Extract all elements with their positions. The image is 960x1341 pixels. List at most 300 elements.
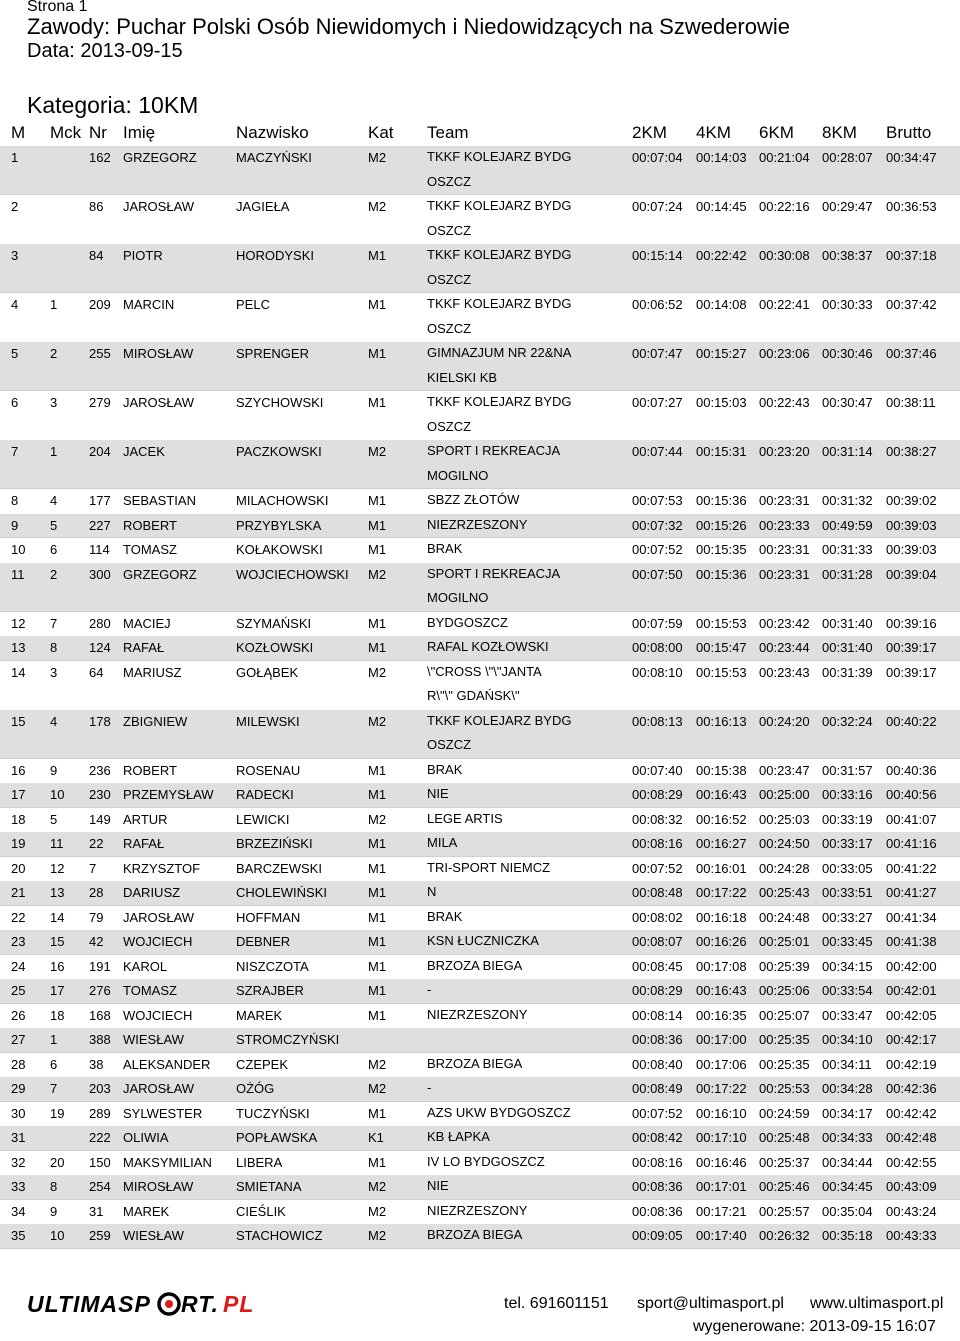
team-line: AZS UKW BYDGOSZCZ: [427, 1104, 571, 1120]
cell-split-8km: 00:34:28: [822, 1081, 873, 1096]
cell-first-name: ROBERT: [123, 762, 177, 778]
cell-first-name: KRZYSZTOF: [123, 860, 201, 876]
cell-gross-time: 00:38:11: [886, 395, 936, 410]
cell-split-4km: 00:15:26: [696, 517, 747, 533]
cell-team: [427, 194, 602, 243]
cell-team: [427, 1223, 602, 1248]
cell-category: M1: [368, 836, 387, 851]
cell-place: 26: [11, 1007, 26, 1023]
cell-bib-number: 22: [89, 836, 104, 851]
cell-gross-time: 00:39:03: [886, 542, 937, 557]
cell-place: 2: [11, 199, 19, 214]
cell-first-name: ALEKSANDER: [123, 1056, 211, 1072]
cell-place: 4: [11, 297, 19, 312]
cell-split-8km: 00:31:40: [822, 615, 873, 631]
page-number: Strona 1: [27, 0, 88, 15]
cell-category: M1: [368, 958, 387, 974]
cell-first-name: WOJCIECH: [123, 934, 193, 949]
col-header-8km: 8KM: [822, 123, 857, 142]
cell-split-6km: 00:25:01: [759, 934, 810, 949]
table-row: [0, 244, 960, 293]
cell-gross-time: 00:41:16: [886, 836, 937, 851]
cell-category-place: 19: [50, 1105, 65, 1121]
cell-gross-time: 00:43:09: [886, 1179, 937, 1194]
cell-first-name: MAREK: [123, 1203, 170, 1219]
col-header-mck: Mck: [50, 123, 82, 142]
col-header-6km: 6KM: [759, 123, 794, 142]
cell-split-2km: 00:15:14: [632, 248, 683, 263]
table-row: [0, 1102, 960, 1127]
cell-split-4km: 00:15:36: [696, 566, 747, 582]
cell-split-2km: 00:09:05: [632, 1228, 683, 1243]
team-line: BRAK: [427, 541, 463, 556]
table-row: [0, 636, 960, 661]
cell-bib-number: 162: [89, 150, 111, 165]
cell-last-name: MACZYŃSKI: [236, 150, 312, 165]
cell-category: M1: [368, 860, 387, 876]
cell-last-name: STROMCZYŃSKI: [236, 1032, 340, 1047]
cell-category-place: 7: [50, 1081, 58, 1096]
cell-split-6km: 00:25:57: [759, 1203, 810, 1219]
cell-split-6km: 00:24:59: [759, 1105, 810, 1121]
cell-category-place: 4: [50, 713, 58, 729]
cell-category: M2: [368, 1081, 387, 1096]
cell-split-2km: 00:08:02: [632, 909, 683, 925]
cell-split-8km: 00:34:17: [822, 1105, 873, 1121]
team-line: MOGILNO: [427, 590, 489, 605]
cell-first-name: JAROSŁAW: [123, 909, 195, 925]
cell-split-8km: 00:31:39: [822, 664, 873, 680]
cell-team: [427, 905, 602, 930]
cell-split-8km: 00:34:45: [822, 1179, 873, 1194]
cell-last-name: CHOLEWIŃSKI: [236, 885, 328, 900]
cell-split-2km: 00:08:32: [632, 811, 683, 827]
cell-place: 31: [11, 1130, 26, 1145]
cell-split-4km: 00:14:03: [696, 150, 747, 165]
team-line: SPORT I REKREACJA: [427, 443, 561, 458]
cell-split-8km: 00:35:18: [822, 1228, 873, 1243]
cell-bib-number: 28: [89, 885, 104, 900]
cell-category: M2: [368, 811, 387, 827]
cell-place: 27: [11, 1032, 26, 1047]
cell-team: [427, 758, 602, 783]
table-row: [0, 538, 960, 563]
cell-gross-time: 00:39:17: [886, 640, 937, 655]
cell-first-name: ARTUR: [123, 811, 168, 827]
cell-first-name: MARIUSZ: [123, 664, 182, 680]
cell-team: [427, 709, 602, 758]
cell-team: [427, 145, 602, 194]
cell-split-2km: 00:08:45: [632, 958, 683, 974]
team-line: GIMNAZJUM NR 22&NA: [427, 345, 572, 360]
cell-team: [427, 660, 602, 709]
cell-team: [427, 807, 602, 832]
cell-split-4km: 00:17:06: [696, 1056, 747, 1072]
team-line: TKKF KOLEJARZ BYDG: [427, 149, 572, 164]
cell-split-6km: 00:23:47: [759, 762, 810, 778]
cell-split-2km: 00:08:07: [632, 934, 683, 949]
team-line: LEGE ARTIS: [427, 810, 503, 826]
cell-first-name: JAROSŁAW: [123, 1081, 195, 1096]
cell-bib-number: 86: [89, 199, 104, 214]
cell-first-name: MARCIN: [123, 297, 175, 312]
cell-place: 18: [11, 811, 26, 827]
cell-category: M1: [368, 983, 387, 998]
cell-bib-number: 177: [89, 493, 111, 508]
cell-place: 7: [11, 444, 19, 459]
cell-split-4km: 00:14:08: [696, 297, 747, 312]
cell-category: M2: [368, 713, 387, 729]
cell-gross-time: 00:41:07: [886, 811, 937, 827]
cell-last-name: WOJCIECHOWSKI: [236, 566, 349, 582]
team-line: TKKF KOLEJARZ BYDG: [427, 394, 572, 409]
cell-split-4km: 00:17:22: [696, 885, 747, 900]
cell-bib-number: 227: [89, 517, 111, 533]
table-row: [0, 440, 960, 489]
cell-split-6km: 00:25:43: [759, 885, 810, 900]
cell-bib-number: 236: [89, 762, 111, 778]
cell-category-place: 5: [50, 811, 58, 827]
cell-team: [427, 782, 602, 807]
cell-team: [427, 1174, 602, 1199]
cell-split-6km: 00:21:04: [759, 150, 810, 165]
cell-last-name: MILEWSKI: [236, 713, 300, 729]
cell-last-name: SPRENGER: [236, 346, 309, 361]
cell-category-place: 6: [50, 1056, 58, 1072]
cell-split-4km: 00:15:35: [696, 542, 747, 557]
cell-place: 35: [11, 1228, 26, 1243]
team-line: NIEZRZESZONY: [427, 1006, 528, 1022]
cell-category-place: 8: [50, 640, 58, 655]
cell-split-6km: 00:23:43: [759, 664, 810, 680]
cell-split-6km: 00:23:31: [759, 566, 810, 582]
cell-category-place: 2: [50, 566, 58, 582]
cell-split-2km: 00:07:27: [632, 395, 683, 410]
cell-gross-time: 00:39:17: [886, 664, 937, 680]
cell-category-place: 10: [50, 1228, 65, 1243]
cell-split-2km: 00:07:52: [632, 860, 683, 876]
cell-split-4km: 00:14:45: [696, 199, 747, 214]
cell-split-6km: 00:22:16: [759, 199, 810, 214]
cell-category: M1: [368, 762, 387, 778]
cell-gross-time: 00:41:22: [886, 860, 937, 876]
cell-split-8km: 00:33:19: [822, 811, 873, 827]
cell-split-2km: 00:06:52: [632, 297, 683, 312]
cell-place: 5: [11, 346, 19, 361]
cell-split-2km: 00:08:49: [632, 1081, 683, 1096]
cell-place: 34: [11, 1203, 26, 1219]
cell-place: 12: [11, 615, 26, 631]
cell-first-name: OLIWIA: [123, 1130, 169, 1145]
cell-last-name: BARCZEWSKI: [236, 860, 322, 876]
event-date: Data: 2013-09-15: [27, 40, 183, 62]
cell-split-4km: 00:15:53: [696, 615, 747, 631]
cell-split-4km: 00:16:10: [696, 1105, 747, 1121]
cell-split-6km: 00:23:33: [759, 517, 810, 533]
cell-split-4km: 00:16:43: [696, 787, 747, 802]
cell-place: 30: [11, 1105, 26, 1121]
cell-bib-number: 168: [89, 1007, 111, 1023]
cell-bib-number: 255: [89, 346, 111, 361]
cell-split-2km: 00:08:00: [632, 640, 683, 655]
cell-category: M1: [368, 934, 387, 949]
category-heading: Kategoria: 10KM: [27, 92, 199, 118]
cell-category-place: 17: [50, 983, 65, 998]
cell-category: M2: [368, 1203, 387, 1219]
cell-place: 3: [11, 248, 19, 263]
cell-team: [427, 1150, 602, 1175]
cell-category: M1: [368, 640, 387, 655]
cell-place: 25: [11, 983, 26, 998]
team-line: R\"\" GDAŃSK\": [427, 688, 520, 703]
cell-category: M1: [368, 248, 387, 263]
table-row: [0, 1224, 960, 1249]
cell-category: M1: [368, 885, 387, 900]
cell-split-2km: 00:08:40: [632, 1056, 683, 1072]
cell-bib-number: 259: [89, 1228, 111, 1243]
cell-split-8km: 00:33:17: [822, 836, 873, 851]
cell-split-4km: 00:17:22: [696, 1081, 747, 1096]
team-line: BRZOZA BIEGA: [427, 1227, 523, 1242]
cell-split-4km: 00:17:10: [696, 1130, 747, 1145]
cell-team: [427, 439, 602, 488]
cell-bib-number: 209: [89, 297, 111, 312]
cell-bib-number: 276: [89, 983, 111, 998]
cell-gross-time: 00:41:34: [886, 909, 937, 925]
cell-category: M2: [368, 566, 387, 582]
cell-split-4km: 00:16:18: [696, 909, 747, 925]
table-row: [0, 906, 960, 931]
cell-first-name: TOMASZ: [123, 983, 177, 998]
table-row: [0, 612, 960, 637]
cell-split-6km: 00:23:42: [759, 615, 810, 631]
cell-bib-number: 178: [89, 713, 111, 729]
team-line: -: [427, 982, 432, 997]
cell-category: M1: [368, 615, 387, 631]
results-table: [0, 146, 960, 1249]
cell-split-6km: 00:25:37: [759, 1154, 810, 1170]
footer-phone: tel. 691601151: [504, 1295, 609, 1312]
cell-split-8km: 00:33:05: [822, 860, 873, 876]
cell-last-name: HORODYSKI: [236, 248, 315, 263]
cell-category: M1: [368, 787, 387, 802]
cell-team: [427, 1052, 602, 1077]
cell-team: [427, 856, 602, 881]
cell-split-2km: 00:07:52: [632, 542, 683, 557]
table-row: [0, 342, 960, 391]
cell-bib-number: 64: [89, 664, 104, 680]
cell-split-8km: 00:38:37: [822, 248, 873, 263]
cell-category: M2: [368, 664, 387, 680]
cell-gross-time: 00:40:36: [886, 762, 937, 778]
cell-last-name: PELC: [236, 297, 270, 312]
cell-team: [427, 390, 602, 439]
cell-category: M1: [368, 909, 387, 925]
cell-category-place: 6: [50, 542, 58, 557]
cell-first-name: GRZEGORZ: [123, 150, 197, 165]
cell-last-name: POPŁAWSKA: [236, 1130, 318, 1145]
cell-split-4km: 00:16:26: [696, 934, 747, 949]
cell-last-name: TUCZYŃSKI: [236, 1105, 310, 1121]
cell-split-6km: 00:24:50: [759, 836, 810, 851]
cell-first-name: SEBASTIAN: [123, 493, 196, 508]
cell-category-place: 2: [50, 346, 58, 361]
cell-category-place: 9: [50, 1203, 58, 1219]
cell-bib-number: 7: [89, 860, 97, 876]
table-row: [0, 955, 960, 980]
cell-split-2km: 00:07:53: [632, 493, 683, 508]
cell-split-2km: 00:07:32: [632, 517, 683, 533]
cell-split-2km: 00:07:47: [632, 346, 683, 361]
cell-split-4km: 00:16:43: [696, 983, 747, 998]
cell-split-6km: 00:23:44: [759, 640, 810, 655]
cell-split-8km: 00:34:44: [822, 1154, 873, 1170]
team-line: NIEZRZESZONY: [427, 1202, 528, 1218]
cell-first-name: WIESŁAW: [123, 1032, 184, 1047]
cell-gross-time: 00:40:22: [886, 713, 937, 729]
cell-category: M1: [368, 297, 387, 312]
cell-first-name: ROBERT: [123, 517, 177, 533]
cell-split-8km: 00:31:33: [822, 542, 873, 557]
cell-gross-time: 00:39:02: [886, 493, 937, 508]
cell-split-6km: 00:25:35: [759, 1032, 810, 1047]
team-line: IV LO BYDGOSZCZ: [427, 1153, 545, 1169]
cell-split-8km: 00:31:40: [822, 640, 873, 655]
table-row: [0, 881, 960, 906]
cell-first-name: MAKSYMILIAN: [123, 1154, 212, 1170]
team-line: TKKF KOLEJARZ BYDG: [427, 198, 572, 213]
cell-place: 15: [11, 713, 26, 729]
cell-split-6km: 00:25:35: [759, 1056, 810, 1072]
cell-bib-number: 280: [89, 615, 111, 631]
cell-place: 28: [11, 1056, 26, 1072]
cell-team: [427, 929, 602, 954]
cell-place: 6: [11, 395, 19, 410]
cell-category-place: 9: [50, 762, 58, 778]
cell-last-name: KOŁAKOWSKI: [236, 542, 323, 557]
cell-last-name: BRZEZIŃSKI: [236, 836, 313, 851]
cell-category: M1: [368, 395, 387, 410]
cell-team: [427, 488, 602, 513]
cell-split-6km: 00:23:31: [759, 493, 810, 508]
cell-split-2km: 00:07:04: [632, 150, 683, 165]
cell-split-4km: 00:15:03: [696, 395, 747, 410]
cell-category: M1: [368, 1105, 387, 1121]
cell-split-4km: 00:17:01: [696, 1179, 747, 1194]
cell-last-name: MILACHOWSKI: [236, 493, 329, 508]
table-row: [0, 661, 960, 710]
cell-first-name: ZBIGNIEW: [123, 713, 188, 729]
team-line: KIELSKI KB: [427, 369, 498, 385]
table-row: [0, 489, 960, 514]
cell-team: [427, 611, 602, 636]
cell-gross-time: 00:39:03: [886, 517, 937, 533]
cell-split-8km: 00:35:04: [822, 1203, 873, 1219]
cell-split-2km: 00:08:13: [632, 713, 683, 729]
cell-split-4km: 00:17:40: [696, 1228, 747, 1243]
cell-bib-number: 300: [89, 566, 111, 582]
cell-place: 17: [11, 787, 26, 802]
team-line: TKKF KOLEJARZ BYDG: [427, 247, 572, 262]
cell-first-name: PRZEMYSŁAW: [123, 787, 214, 802]
cell-split-6km: 00:25:39: [759, 958, 810, 974]
cell-place: 11: [11, 566, 25, 582]
cell-category-place: 4: [50, 493, 58, 508]
cell-split-2km: 00:07:44: [632, 444, 683, 459]
cell-split-6km: 00:25:03: [759, 811, 810, 827]
cell-last-name: SMIETANA: [236, 1179, 302, 1194]
footer-website[interactable]: www.ultimasport.pl: [810, 1295, 944, 1312]
cell-split-4km: 00:16:35: [696, 1007, 747, 1023]
cell-split-6km: 00:23:31: [759, 542, 810, 557]
team-line: KB ŁAPKA: [427, 1129, 490, 1144]
table-row: [0, 1053, 960, 1078]
cell-split-6km: 00:24:48: [759, 909, 810, 925]
cell-gross-time: 00:42:17: [886, 1032, 937, 1047]
cell-split-2km: 00:07:24: [632, 199, 683, 214]
cell-gross-time: 00:37:42: [886, 297, 937, 312]
cell-split-8km: 00:30:46: [822, 346, 873, 361]
cell-split-6km: 00:22:43: [759, 395, 810, 410]
cell-bib-number: 279: [89, 395, 111, 410]
cell-team: [427, 1199, 602, 1224]
cell-bib-number: 204: [89, 444, 111, 459]
col-header-imie: Imię: [123, 123, 156, 142]
cell-category: K1: [368, 1130, 384, 1145]
cell-team: [427, 978, 602, 1003]
team-line: NIEZRZESZONY: [427, 516, 528, 532]
cell-split-8km: 00:34:33: [822, 1130, 873, 1145]
cell-last-name: CZEPEK: [236, 1056, 289, 1072]
team-line: OSZCZ: [427, 173, 472, 189]
cell-bib-number: 150: [89, 1154, 111, 1170]
cell-category-place: 11: [50, 836, 64, 851]
cell-split-2km: 00:08:29: [632, 787, 683, 802]
svg-text:RT.: RT.: [181, 1291, 219, 1317]
cell-category-place: 16: [50, 958, 65, 974]
cell-split-2km: 00:08:36: [632, 1203, 683, 1219]
cell-team: [427, 537, 602, 562]
cell-split-8km: 00:33:16: [822, 787, 873, 802]
cell-split-6km: 00:24:28: [759, 860, 810, 876]
table-row: [0, 710, 960, 759]
cell-split-8km: 00:33:45: [822, 934, 873, 949]
cell-gross-time: 00:41:27: [886, 885, 937, 900]
cell-split-2km: 00:07:40: [632, 762, 683, 778]
team-line: RAFAL KOZŁOWSKI: [427, 639, 549, 654]
team-line: -: [427, 1080, 432, 1095]
cell-split-6km: 00:24:20: [759, 713, 810, 729]
cell-gross-time: 00:43:24: [886, 1203, 937, 1219]
cell-place: 14: [11, 664, 26, 680]
cell-gross-time: 00:42:55: [886, 1154, 937, 1170]
cell-split-6km: 00:30:08: [759, 248, 810, 263]
col-header-kat: Kat: [368, 123, 394, 142]
cell-split-2km: 00:08:48: [632, 885, 683, 900]
cell-split-2km: 00:08:16: [632, 1154, 683, 1170]
cell-split-6km: 00:25:00: [759, 787, 810, 802]
cell-first-name: WIESŁAW: [123, 1228, 184, 1243]
cell-category: M1: [368, 1007, 387, 1023]
cell-gross-time: 00:42:42: [886, 1105, 937, 1121]
team-line: TKKF KOLEJARZ BYDG: [427, 296, 572, 311]
cell-split-8km: 00:31:57: [822, 762, 873, 778]
cell-split-4km: 00:17:08: [696, 958, 747, 974]
cell-place: 23: [11, 934, 26, 949]
table-row: [0, 1004, 960, 1029]
cell-gross-time: 00:36:53: [886, 199, 937, 214]
cell-last-name: DEBNER: [236, 934, 291, 949]
